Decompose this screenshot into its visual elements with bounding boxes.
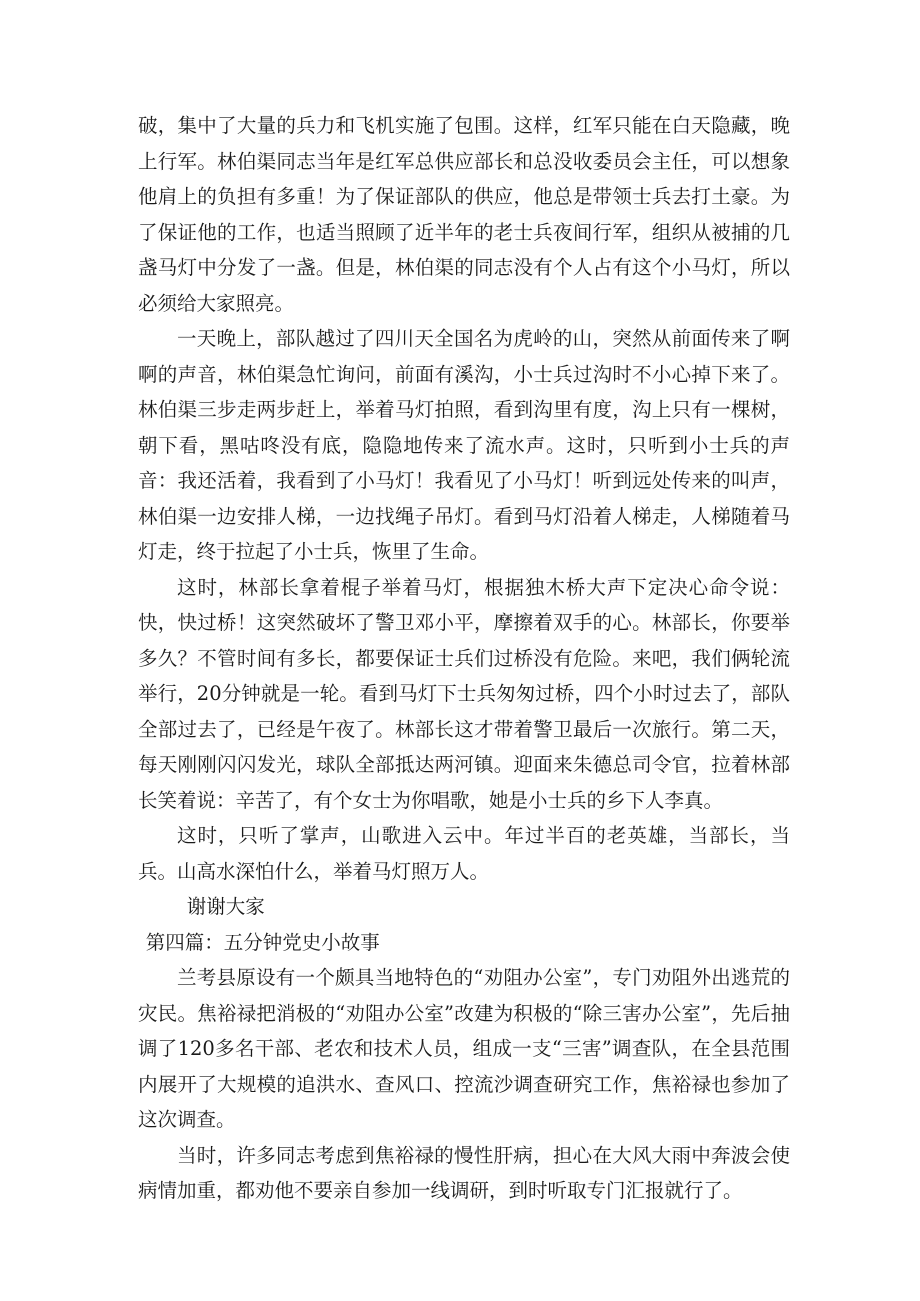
- closing-line: 谢谢大家: [186, 895, 265, 918]
- paragraph-2: 一天晚上，部队越过了四川天全国名为虎岭的山，突然从前面传来了啊啊的声音，林伯渠急忙询问，前面有溪沟，小士兵过沟时不小心掉下来了。林伯渠三步走两步赶上，举着马灯拍照，看到沟里有度，沟上只有一棵树，朝下看，黑咕咚没有底，隐隐地传来了流水声。这时，只听到小士兵的声音：我还活着，我看到了小马灯！我看见了小马灯！听到远处传来的叫声，林伯渠一边安排人梯，一边找绳子吊灯。看到马灯沿着人梯走，人梯随着马灯走，终于拉起了小士兵，恢里了生命。: [138, 327, 790, 563]
- section-paragraph-2: 当时，许多同志考虑到焦裕禄的慢性肝病，担心在大风大雨中奔波会使病情加重，都劝他不要亲自参加一线调研，到时听取专门汇报就行了。: [138, 1143, 790, 1202]
- section-paragraph-1: 兰考县原设有一个颇具当地特色的“劝阻办公室”，专门劝阻外出逃荒的灾民。焦裕禄把消极的“劝阻办公室”改建为积极的“除三害办公室”，先后抽调了120多名干部、老农和技术人员，组成一支“三害”调查队，在全县范围内展开了大规模的追洪水、查风口、控流沙调查研究工作，焦裕禄也参加了这次调查。: [138, 966, 790, 1131]
- paragraph-1: 破，集中了大量的兵力和飞机实施了包围。这样，红军只能在白天隐藏，晚上行军。林伯渠同志当年是红军总供应部长和总没收委员会主任，可以想象他肩上的负担有多重！为了保证部队的供应，他总是带领士兵去打土豪。为了保证他的工作，也适当照顾了近半年的老士兵夜间行军，组织从被捕的几盏马灯中分发了一盏。但是，林伯渠的同志没有个人占有这个小马灯，所以必须给大家照亮。: [138, 114, 790, 315]
- document-page: [138, 108, 790, 1209]
- paragraph-3: 这时，林部长拿着棍子举着马灯，根据独木桥大声下定决心命令说：快，快过桥！这突然破坏了警卫邓小平，摩擦着双手的心。林部长，你要举多久？不管时间有多长，都要保证士兵们过桥没有危险。来吧，我们俩轮流举行，20分钟就是一轮。看到马灯下士兵匆匆过桥，四个小时过去了，部队全部过去了，已经是午夜了。林部长这才带着警卫最后一次旅行。第二天，每天刚刚闪闪发光，球队全部抵达两河镇。迎面来朱德总司令官，拉着林部长笑着说：辛苦了，有个女士为你唱歌，她是小士兵的乡下人李真。: [138, 575, 790, 812]
- paragraph-4: 这时，只听了掌声，山歌进入云中。年过半百的老英雄，当部长，当兵。山高水深怕什么，举着马灯照万人。: [138, 824, 790, 883]
- section-title: 第四篇：五分钟党史小故事: [145, 930, 380, 954]
